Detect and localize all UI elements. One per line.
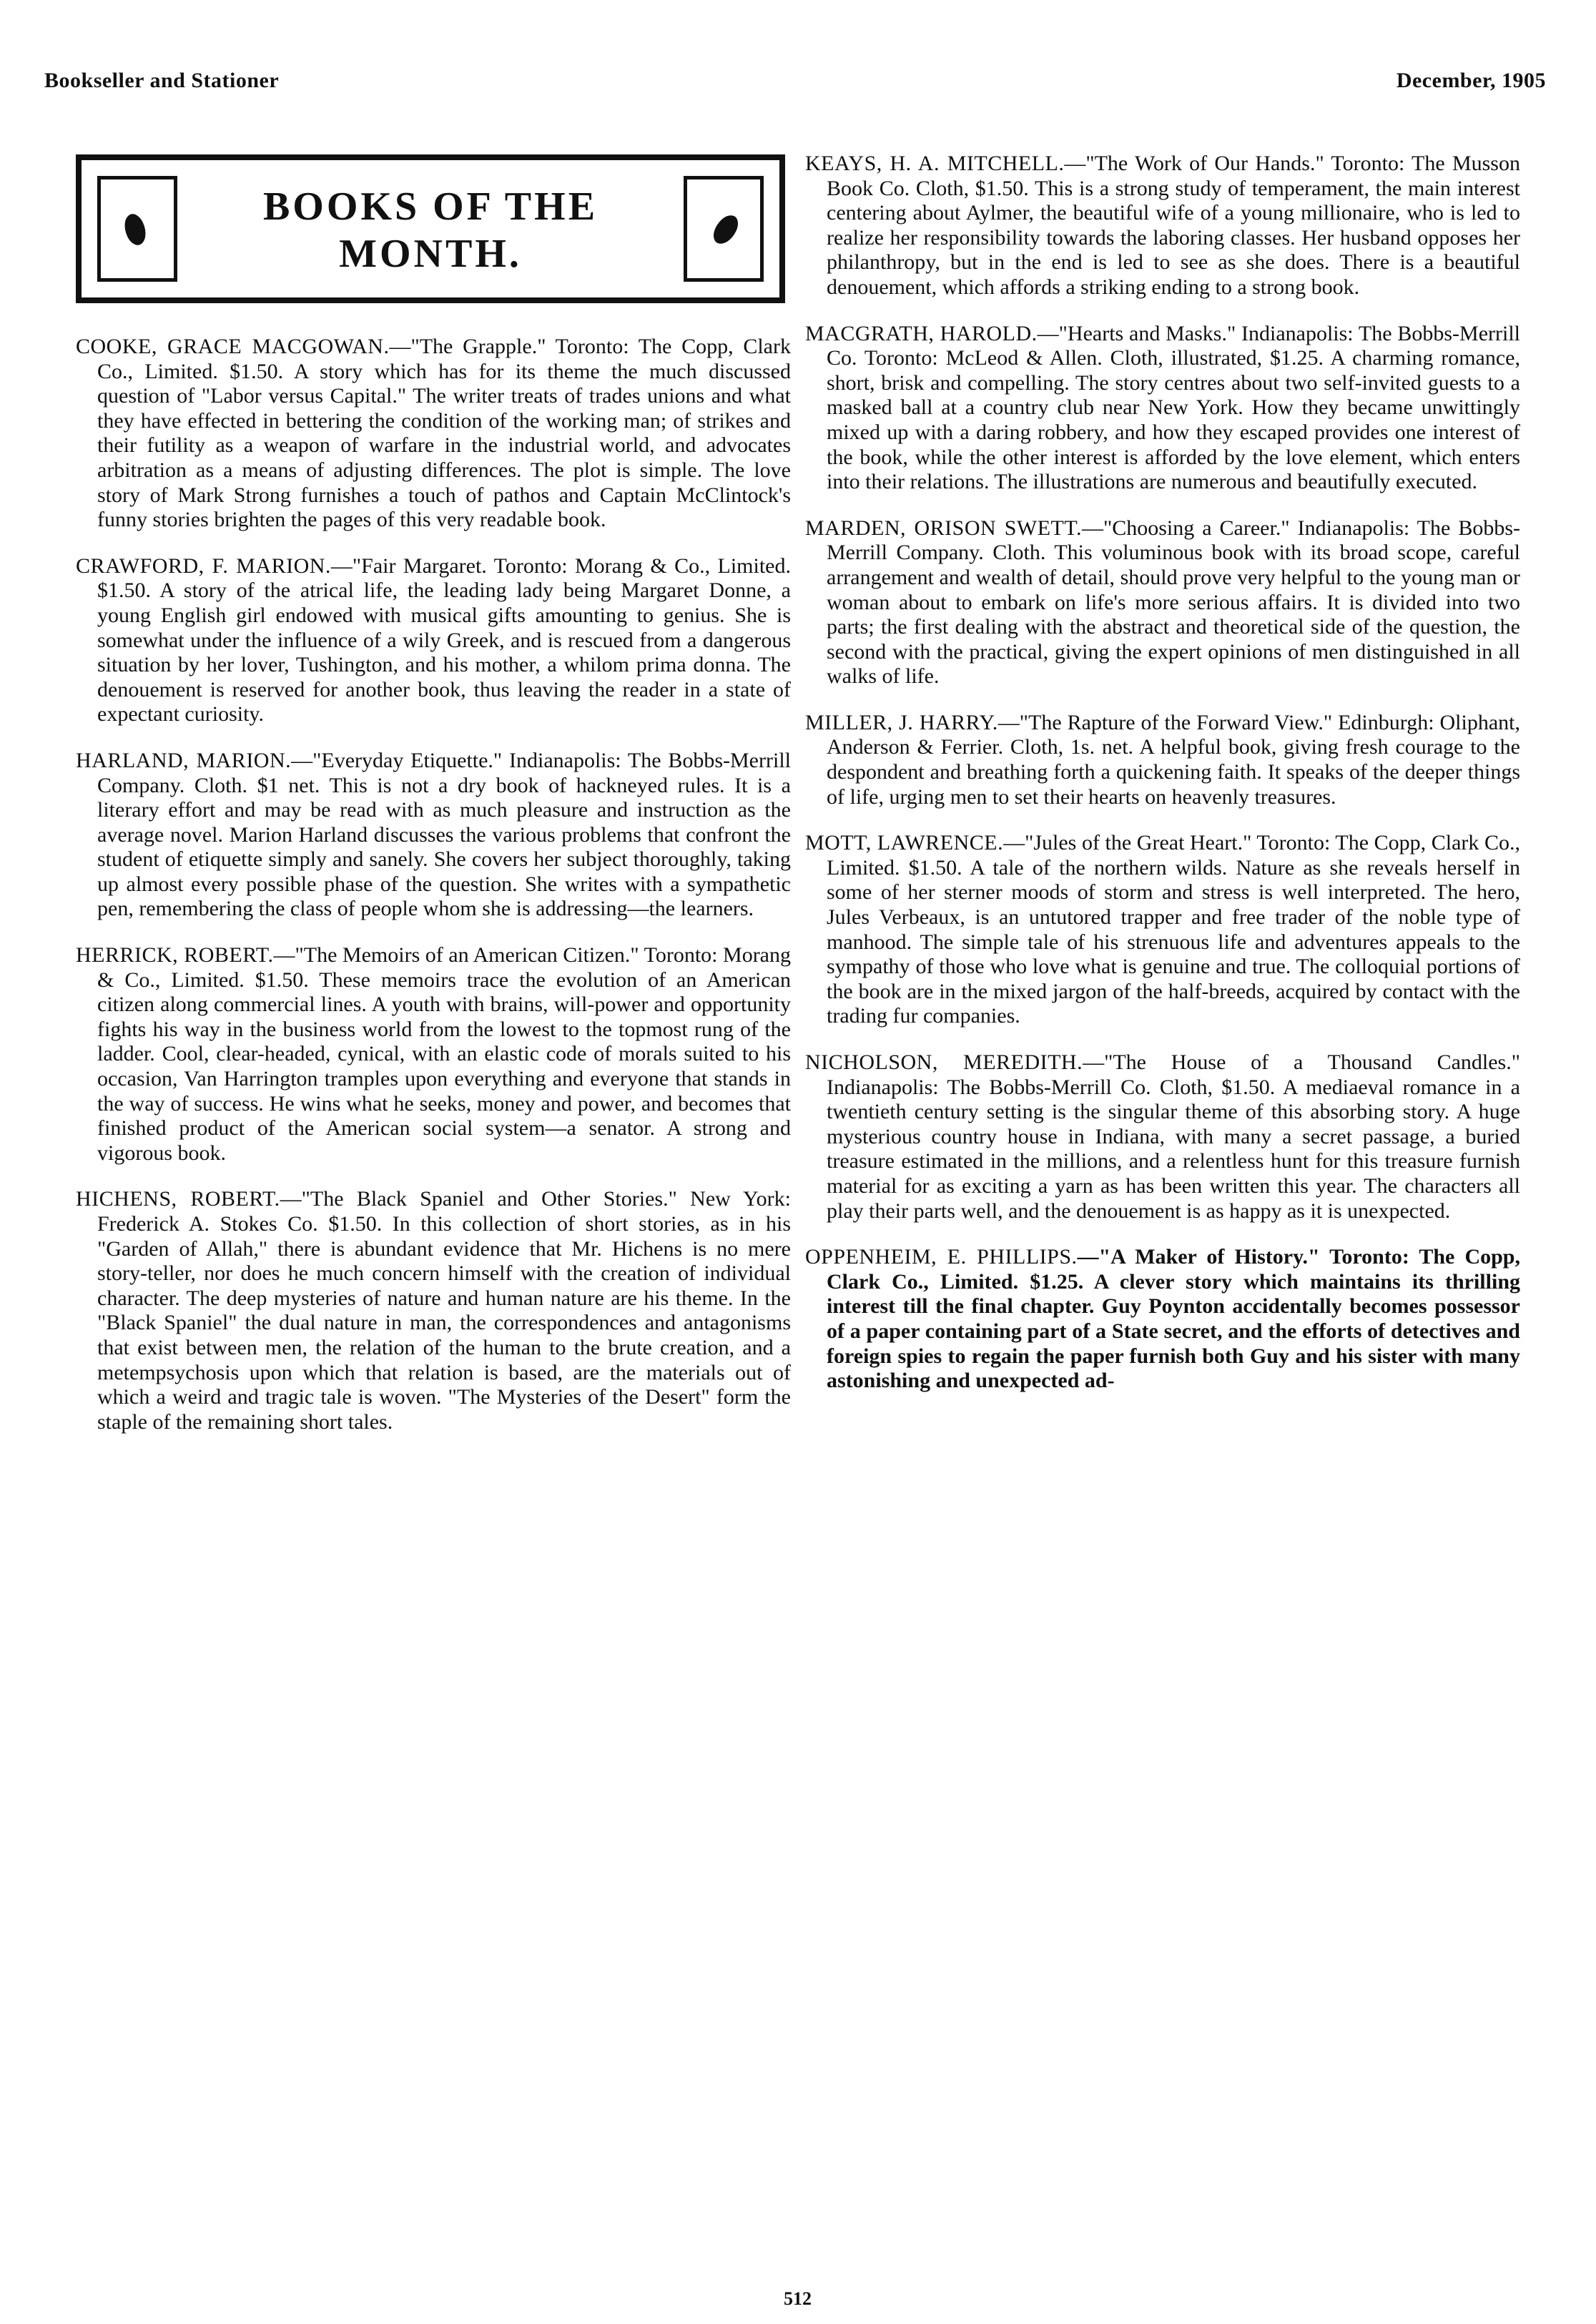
review-text: —"The House of a Thousand Candles." Indianapolis: The Bobbs-Merrill Co. Cloth, $1.50. A mediaeval romance in a twentieth century setting is the singular theme of this absorbing story. A huge mysterious country house in Indiana, with many a secret passage, a buried treasure estimated in the millions, and a relentless hunt for this treasure furnish material for as exciting a yarn as has been written this year. The characters all play their parts well, and the denouement is as happy as it is unexpected.	[827, 1050, 1520, 1223]
book-review-entry	[76, 943, 791, 1166]
book-review-entry	[805, 831, 1520, 1029]
review-text: —"The Work of Our Hands." Toronto: The Musson Book Co. Cloth, $1.50. This is a strong study of temperament, the main interest centering about Aylmer, the beautiful wife of a young millionaire, who is led to realize her responsibility towards the laboring classes. Her husband opposes her philanthropy, but in the end is led to see as she does. There is a beautiful denouement, which affords a striking ending to a strong book.	[827, 152, 1520, 299]
right-column	[805, 130, 1520, 1404]
review-text: —"The Memoirs of an American Citizen." Toronto: Morang & Co., Limited. $1.50. These memoirs trace the evolution of an American citizen along commercial lines. A youth with brains, will-power and opportunity fights his way in the business world from the lowest to the topmost rung of the ladder. Cool, clear-headed, cynical, with an elastic code of morals suited to his occasion, Van Harrington tramples upon everything and everyone that stands in the way of success. He wins what he seeks, money and power, and becomes that finished product of the American social system—a senator. A strong and vigorous book.	[97, 943, 791, 1165]
book-review-entry	[805, 1245, 1520, 1394]
review-author: OPPENHEIM, E. PHILLIPS.	[805, 1245, 1078, 1269]
review-author: HERRICK, ROBERT.	[76, 943, 274, 967]
page-number: 512	[784, 2288, 812, 2309]
book-review-entry	[805, 711, 1520, 809]
review-text: —"The Rapture of the Forward View." Edinburgh: Oliphant, Anderson & Ferrier. Cloth, 1s. net. A helpful book, giving fresh courage to the despondent and breathing forth a quickening faith. It speaks of the deeper things of life, urging men to set their hearts on heavenly treasures.	[827, 710, 1520, 809]
book-review-entry	[805, 516, 1520, 689]
review-text: —"The Black Spaniel and Other Stories." New York: Frederick A. Stokes Co. $1.50. In this collection of short stories, as in his "Garden of Allah," there is abundant evidence that Mr. Hichens is no mere story-teller, nor does he much concern himself with the creation of individual character. The deep mysteries of nature and human nature are his theme. In the "Black Spaniel" the dual nature in man, the correspondences and antagonisms that exist between men, the relation of the human to the brute creation, and a metempsychosis upon which that relation is based, are the materials out of which a weird and tragic tale is woven. "The Mysteries of the Desert" form the staple of the remaining short tales.	[97, 1187, 791, 1434]
review-author: CRAWFORD, F. MARION.	[76, 553, 331, 578]
review-text: —"A Maker of History." Toronto: The Copp, Clark Co., Limited. $1.25. A clever story which maintains its thrilling interest till the final chapter. Guy Poynton accidentally becomes possessor of a paper containing part of a State secret, and the efforts of detectives and foreign spies to regain the paper furnish both Guy and his sister with many astonishing and unexpected ad-	[827, 1245, 1520, 1393]
book-review-entry	[805, 152, 1520, 300]
review-author: MACGRATH, HAROLD.	[805, 321, 1038, 345]
review-author: HICHENS, ROBERT.	[76, 1187, 280, 1211]
review-author: NICHOLSON, MEREDITH.	[805, 1050, 1083, 1074]
book-review-entry	[805, 322, 1520, 495]
review-text: —"Fair Margaret. Toronto: Morang & Co., Limited. $1.50. A story of the atrical life, the leading lady being Margaret Donne, a young English girl endowed with musical gifts amounting to genius. She is somewhat under the influence of a wily Greek, and is rescued from a dangerous situation by her lover, Tushington, and his mother, a whilom prima donna. The denouement is reserved for another book, thus leaving the reader in a state of expectant curiosity.	[97, 553, 791, 727]
review-text: —"Hearts and Masks." Indianapolis: The Bobbs-Merrill Co. Toronto: McLeod & Allen. Cloth, illustrated, $1.25. A charming romance, short, brisk and compelling. The story centres about two self-invited guests to a masked ball at a country club near New York. How they became unwittingly mixed up with a daring robbery, and how they escaped provides one interest of the book, while the other interest is afforded by the love element, which enters into their relations. The illustrations are numerous and beautifully executed.	[827, 321, 1520, 494]
review-author: KEAYS, H. A. MITCHELL.	[805, 152, 1065, 175]
review-text: —"Jules of the Great Heart." Toronto: The Copp, Clark Co., Limited. $1.50. A tale of the northern wilds. Nature as she reveals herself in some of her sterner moods of storm and stress is well interpreted. The hero, Jules Verbeaux, is an untutored trapper and free trader of the noble type of manhood. The simple tale of his strenuous life and adventures appeals to the sympathy of those who love what is genuine and true. The colloquial portions of the book are in the mixed jargon of the half-breeds, acquired by contact with the trading fur companies.	[827, 831, 1520, 1028]
leaf-ornament-icon	[119, 211, 151, 248]
review-author: MOTT, LAWRENCE.	[805, 831, 1004, 855]
section-heading-box	[76, 154, 785, 303]
book-review-entry	[76, 554, 791, 727]
review-text: —"Choosing a Career." Indianapolis: The Bobbs-Merrill Company. Cloth. This voluminous book with its broad scope, careful arrangement and wealth of detail, should prove very helpful to the young man or woman about to embark on life's more serious affairs. It is divided into two parts; the first dealing with the abstract and theoretical side of the question, the second with the practical, giving the expert opinions of men distinguished in all walks of life.	[827, 516, 1520, 689]
left-column	[76, 154, 791, 1444]
book-review-entry	[76, 1187, 791, 1434]
review-author: HARLAND, MARION.	[76, 748, 292, 772]
running-head-publication: Bookseller and Stationer	[44, 69, 280, 92]
heading-ornament-left	[97, 176, 177, 282]
book-review-entry	[805, 1050, 1520, 1223]
heading-ornament-right	[684, 176, 764, 282]
review-text: —"Everyday Etiquette." Indianapolis: The Bobbs-Merrill Company. Cloth. $1 net. This is not a dry book of hackneyed rules. It is a literary effort and may be read with as much pleasure and instruction as the average novel. Marion Harland discusses the various problems that confront the student of etiquette simply and sanely. She covers her subject thoroughly, taking up almost every possible phase of the question. She writes with a sympathetic pen, remembering the class of people whom she is addressing—the learners.	[97, 748, 791, 921]
review-author: MARDEN, ORISON SWETT.	[805, 516, 1082, 540]
leaf-ornament-icon	[710, 211, 742, 248]
review-text: —"The Grapple." Toronto: The Copp, Clark Co., Limited. $1.50. A story which has for its theme the much discussed question of "Labor versus Capital." The writer treats of trades unions and what they have effected in bettering the condition of the working man; of strikes and their futility as a weapon of warfare in the industrial world, and advocates arbitration as a means of adjusting differences. The plot is simple. The love story of Mark Strong furnishes a touch of pathos and Captain McClintock's funny stories brighten the pages of this very readable book.	[97, 335, 791, 532]
review-author: MILLER, J. HARRY.	[805, 710, 998, 734]
section-title: BOOKS OF THE MONTH.	[262, 184, 598, 276]
running-head-date: December, 1905	[1396, 69, 1546, 92]
book-review-entry	[76, 749, 791, 922]
review-author: COOKE, GRACE MACGOWAN.	[76, 335, 390, 358]
book-review-entry	[76, 335, 791, 533]
